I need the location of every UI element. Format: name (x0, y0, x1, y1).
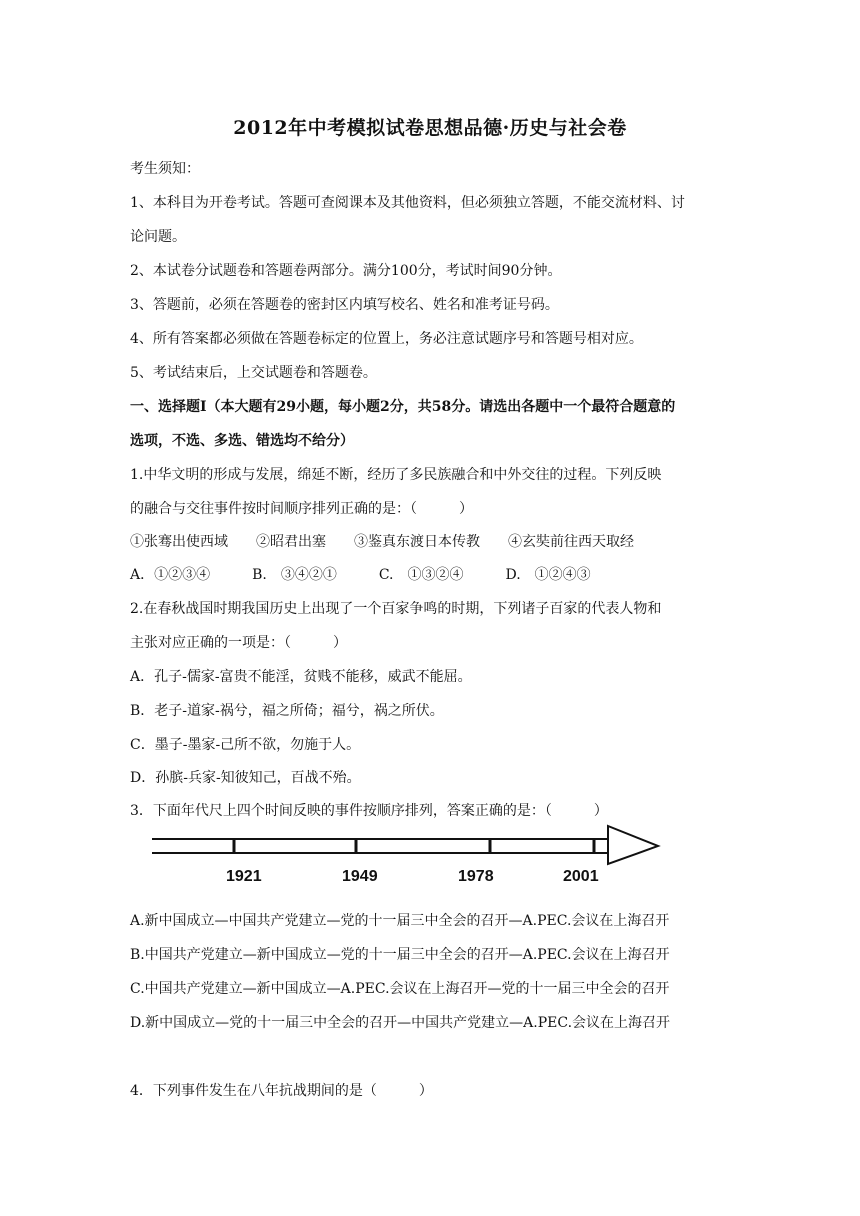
q3-option-d: D.新中国成立—党的十一届三中全会的召开—中国共产党建立—A.PEC.会议在上海召开 (130, 1015, 671, 1031)
q2-option-c: C．墨子-墨家-己所不欲，勿施于人。 (130, 737, 361, 753)
notice-line: 2、本试卷分试题卷和答题卷两部分。满分100分，考试时间90分钟。 (130, 263, 562, 279)
year-label: 1921 (226, 868, 262, 885)
notice-line: 论问题。 (130, 229, 186, 245)
q3-option-a: A.新中国成立—中国共产党建立—党的十一届三中全会的召开—A.PEC.会议在上海召开 (130, 913, 670, 929)
arrow-head (608, 826, 658, 864)
q4-stem: 4．下列事件发生在八年抗战期间的是（ ） (130, 1083, 433, 1099)
year-label: 1949 (342, 868, 378, 885)
notice-line: 4、所有答案都必须做在答题卷标定的位置上，务必注意试题序号和答题号相对应。 (130, 331, 643, 347)
notice-heading: 考生须知： (130, 161, 200, 177)
q2-option-b: B．老子-道家-祸兮，福之所倚；福兮，祸之所伏。 (130, 703, 444, 719)
q2-option-d: D．孙膑-兵家-知彼知己，百战不殆。 (130, 770, 361, 786)
q3-stem: 3．下面年代尺上四个时间反映的事件按顺序排列，答案正确的是：（ ） (130, 803, 608, 819)
q2-stem-cont: 主张对应正确的一项是：（ ） (130, 635, 347, 651)
notice-line: 5、考试结束后，上交试题卷和答题卷。 (130, 365, 377, 381)
year-label: 1978 (458, 868, 494, 885)
notice-line: 1、本科目为开卷考试。答题可查阅课本及其他资料，但必须独立答题，不能交流材料、讨 (130, 195, 685, 211)
q1-options: A．①②③④ B. ③④②① C. ①③②④ D. ①②④③ (130, 567, 591, 583)
q3-option-c: C.中国共产党建立—新中国成立—A.PEC.会议在上海召开—党的十一届三中全会的召开 (130, 981, 670, 997)
q1-items: ①张骞出使西域 ②昭君出塞 ③鉴真东渡日本传教 ④玄奘前往西天取经 (130, 534, 634, 550)
notice-line: 3、答题前，必须在答题卷的密封区内填写校名、姓名和准考证号码。 (130, 297, 559, 313)
page-title: 2012年中考模拟试卷思想品德·历史与社会卷 (233, 117, 627, 139)
q3-option-b: B.中国共产党建立—新中国成立—党的十一届三中全会的召开—A.PEC.会议在上海召开 (130, 947, 670, 963)
q1-stem: 1.中华文明的形成与发展，绵延不断，经历了多民族融合和中外交往的过程。下列反映 (130, 467, 662, 483)
section-heading-cont: 选项，不选、多选、错选均不给分） (130, 433, 354, 449)
year-label: 2001 (563, 868, 599, 885)
section-heading: 一、选择题Ⅰ（本大题有29小题，每小题2分，共58分。请选出各题中一个最符合题意的 (130, 399, 676, 415)
q2-stem: 2.在春秋战国时期我国历史上出现了一个百家争鸣的时期，下列诸子百家的代表人物和 (130, 601, 662, 617)
timeline-figure (150, 824, 670, 894)
q1-stem-cont: 的融合与交往事件按时间顺序排列正确的是：（ ） (130, 501, 473, 517)
timeline-arrow (150, 824, 670, 868)
q2-option-a: A．孔子-儒家-富贵不能淫，贫贱不能移，威武不能屈。 (130, 669, 472, 685)
